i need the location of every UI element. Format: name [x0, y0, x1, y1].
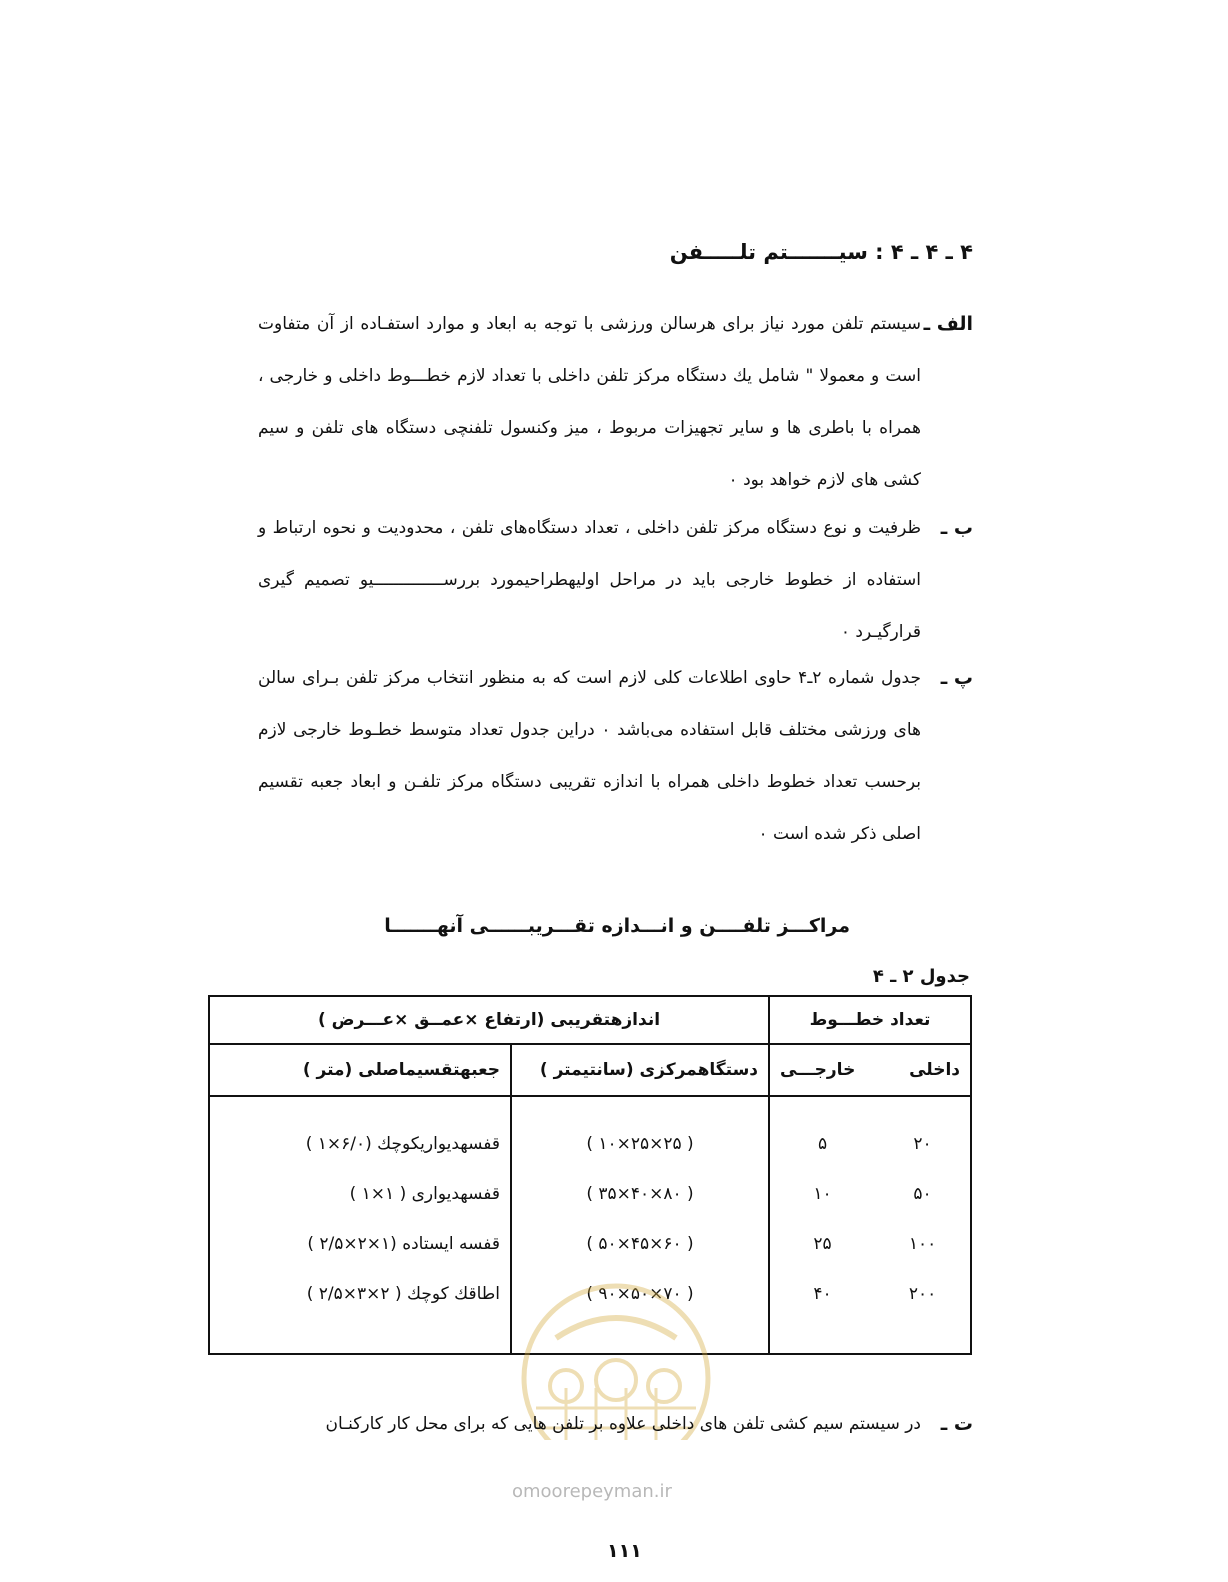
- paragraph-be: [258, 502, 973, 658]
- table-row: [209, 1219, 971, 1269]
- page-number: ۱۱۱: [607, 1540, 642, 1562]
- paragraph-marker: ب ـ: [940, 517, 973, 539]
- paragraph-text: جدول شماره ۲ـ۴ حاوی اطلاعات کلی لازم است که به منظور انتخاب مرکز تلفن بـرای سالن های ورزشی مختلف قابل استفاده می‌باشد ٠ دراین جدول تعداد متوسط خطـوط خارجی لازم برحسب تعداد خطوط داخلی همراه با اندازه تقریبی دستگاه مرکز تلفـن و ابعاد جعبه تقسیم اصلی ذکر شده است ٠: [258, 668, 921, 844]
- cell-central: ( ۷۰×۵۰×۹۰ ): [511, 1269, 769, 1319]
- cell-external: ۲۵: [769, 1219, 875, 1269]
- paragraph-text: در سیستم سیم کشی تلفن های داخلی علاوه بر تلفن هایی که برای محل کار کارکنـان: [325, 1414, 921, 1434]
- paragraph-te: [258, 1398, 973, 1450]
- subheader-central: دستگاهمرکزی (سانتیمتر ): [511, 1044, 769, 1096]
- cell-internal: ۲۰۰: [908, 1284, 937, 1304]
- paragraph-alef: [258, 298, 973, 506]
- cell-internal: ۱۰۰: [908, 1234, 937, 1254]
- paragraph-text: سیستم تلفن مورد نیاز برای هرسالن ورزشی با توجه به ابعاد و موارد استفـاده از آن متفاوت است و معمولا " شامل یك دستگاه مرکز تلفن داخلی با تعداد لازم خطـــوط داخلی و خارجی ، همراه با باطری ها و سایر تجهیزات مربوط ، میز وکنسول تلفنچی دستگاه های تلفن و سیم کشی های لازم خواهد بود ٠: [258, 314, 921, 490]
- table-title: مراکـــز تلفــــن و انـــدازه تقـــریبــــــی آنهـــــــا: [384, 915, 850, 937]
- section-heading: ۴ ـ ۴ ـ ۴ : سیـــــــتم تلـــــفن: [669, 240, 973, 264]
- cell-distribution: قفسهدیواریکوچك (۶/۰×۱ ): [305, 1134, 501, 1154]
- subheader-distribution: جعبهتقسیماصلی (متر ): [209, 1044, 511, 1096]
- cell-distribution: اطاقك كوچك ( ۲×۳×۲/۵ ): [306, 1284, 501, 1304]
- cell-central: ( ۶۰×۴۵×۵۰ ): [511, 1219, 769, 1269]
- paragraph-marker: ت ـ: [940, 1413, 973, 1435]
- paragraph-marker: پ ـ: [940, 667, 973, 689]
- table-subheader-row: [209, 1044, 971, 1096]
- table-spacer: [209, 1096, 971, 1119]
- cell-external: ۴۰: [769, 1269, 875, 1319]
- cell-central: ( ۸۰×۴۰×۳۵ ): [511, 1169, 769, 1219]
- cell-external: ۱۰: [769, 1169, 875, 1219]
- subheader-external: خارجـــی: [769, 1044, 875, 1096]
- table-header-row: [209, 996, 971, 1044]
- table-row: [209, 1119, 971, 1169]
- cell-central: ( ۲۵×۲۵×۱۰ ): [511, 1119, 769, 1169]
- header-size: اندازهتقریبی (ارتفاع ×عمــق ×عـــرض ): [209, 996, 769, 1044]
- cell-distribution: قفسهدیواری ( ۱×۱ ): [349, 1184, 501, 1204]
- cell-internal: ۲۰: [913, 1134, 932, 1154]
- header-lines: تعداد خطـــوط: [769, 996, 971, 1044]
- watermark-url: omoorepeyman.ir: [512, 1481, 672, 1502]
- paragraph-text: ظرفیت و نوع دستگاه مرکز تلفن داخلی ، تعداد دستگاه‌های تلفن ، محدودیت و نحوه ارتباط و استفاده از خطوط خارجی باید در مراحل اولیهطراحیمورد برر‌ســــــــــــــیو تصمیم گیری قرارگیـرد ٠: [258, 518, 921, 642]
- table-row: [209, 1169, 971, 1219]
- subheader-internal: داخلی: [875, 1044, 971, 1096]
- cell-external: ۵: [769, 1119, 875, 1169]
- cell-distribution: قفسه ایستاده (۱×۲×۲/۵ ): [307, 1234, 501, 1254]
- paragraph-pe: [258, 652, 973, 860]
- table-label: جدول ۲ ـ ۴: [872, 966, 970, 987]
- paragraph-marker: الف ـ: [923, 313, 973, 335]
- cell-internal: ۵۰: [913, 1184, 932, 1204]
